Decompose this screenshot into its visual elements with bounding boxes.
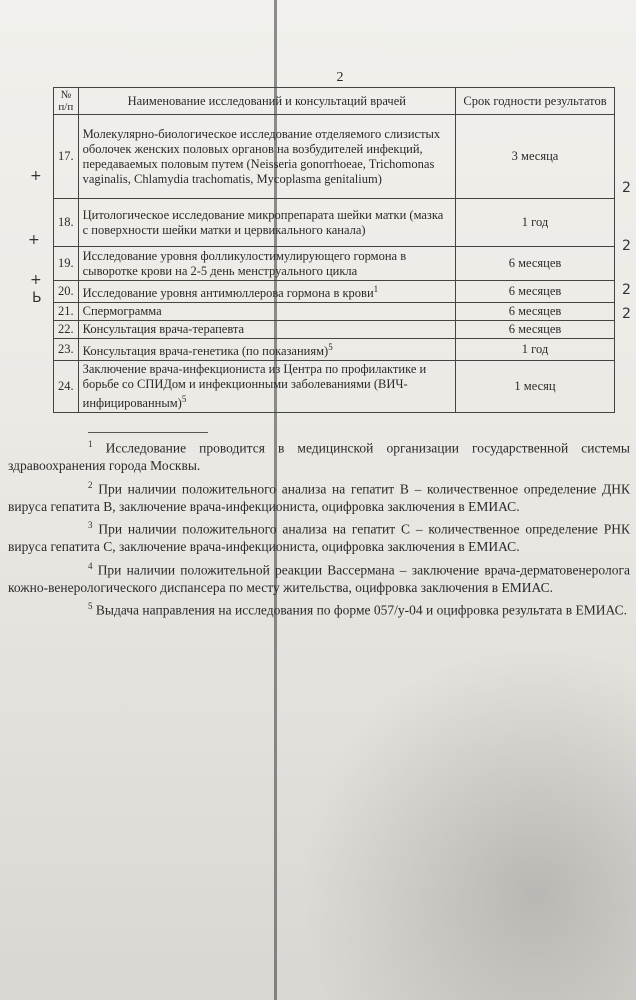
footnote-ref: 5 bbox=[328, 342, 333, 353]
row-name-text: Исследование уровня антимюллерова гормона в крови bbox=[82, 286, 374, 301]
margin-mark-right: 2 bbox=[622, 238, 631, 254]
row-num: 20. bbox=[54, 281, 79, 303]
row-name: Исследование уровня фолликулостимулирующего гормона в сыворотке крови на 2-5 день менструального цикла bbox=[78, 247, 455, 281]
header-num: № п/п bbox=[54, 88, 79, 115]
footnote-mark: 4 bbox=[88, 560, 93, 571]
table-row bbox=[54, 303, 615, 321]
row-name-text: Заключение врача-инфекциониста из Центра по профилактике и борьбе со СПИДом и инфекционными заболеваниями (ВИЧ-инфицированным) bbox=[82, 362, 427, 411]
row-name: Спермограмма bbox=[78, 303, 455, 321]
row-name: Молекулярно-биологическое исследование отделяемого слизистых оболочек женских половых органов на возбудителей инфекций, передаваемых половым путем (Neisseria gonorrhoeae, Trichomonas vaginalis, Chlamydia trachomatis, Mycoplasma genitalium) bbox=[78, 115, 455, 199]
margin-mark-right: 2 bbox=[622, 306, 631, 322]
margin-mark-left: + bbox=[30, 272, 42, 288]
header-name: Наименование исследований и консультаций врачей bbox=[78, 88, 455, 115]
footnote bbox=[8, 477, 630, 516]
investigations-table bbox=[53, 87, 615, 413]
row-name bbox=[78, 281, 455, 303]
page-number: 2 bbox=[336, 70, 344, 85]
row-num: 24. bbox=[54, 361, 79, 413]
footnote bbox=[8, 436, 630, 475]
footnote-mark: 1 bbox=[88, 439, 93, 449]
row-name-text: Консультация врача-генетика (по показаниям) bbox=[82, 344, 329, 359]
row-num: 22. bbox=[54, 321, 79, 339]
footnote bbox=[8, 517, 630, 556]
table-row bbox=[54, 115, 615, 199]
row-term: 1 год bbox=[456, 199, 615, 247]
row-name bbox=[78, 361, 455, 413]
margin-mark-left: Ь bbox=[32, 290, 42, 306]
footnote bbox=[8, 598, 630, 619]
footnote-text: При наличии положительного анализа на гепатит В – количественное определение ДНК вируса гепатита В, заключение врача-инфекциониста, оцифровка заключения в ЕМИАС. bbox=[8, 481, 631, 514]
footnote-separator bbox=[88, 432, 208, 433]
row-term: 6 месяцев bbox=[456, 281, 615, 303]
table-row bbox=[54, 321, 615, 339]
row-name: Цитологическое исследование микропрепарата шейки матки (мазка с поверхности шейки матки и цервикального канала) bbox=[78, 199, 455, 247]
footnote-text: Исследование проводится в медицинской организации государственной системы здравоохранения города Москвы. bbox=[8, 440, 630, 473]
row-term: 1 год bbox=[456, 339, 615, 361]
table-row bbox=[54, 339, 615, 361]
shadow-overlay bbox=[300, 640, 636, 1000]
margin-mark-right: 2 bbox=[622, 282, 631, 298]
footnote-mark: 2 bbox=[88, 479, 93, 490]
table-row bbox=[54, 199, 615, 247]
row-num: 17. bbox=[54, 115, 79, 199]
footnotes bbox=[8, 436, 630, 621]
row-term: 6 месяцев bbox=[456, 247, 615, 281]
table-row bbox=[54, 281, 615, 303]
row-num: 23. bbox=[54, 339, 79, 361]
margin-mark-right: 2 bbox=[622, 180, 631, 196]
table-row bbox=[54, 247, 615, 281]
footnote-mark: 5 bbox=[88, 601, 93, 611]
margin-mark-left: + bbox=[28, 232, 40, 248]
row-name bbox=[78, 339, 455, 361]
table-header-row bbox=[54, 88, 615, 115]
margin-mark-left: + bbox=[30, 168, 42, 184]
row-num: 21. bbox=[54, 303, 79, 321]
row-term: 3 месяца bbox=[456, 115, 615, 199]
row-term: 6 месяцев bbox=[456, 303, 615, 321]
footnote-ref: 1 bbox=[373, 284, 379, 294]
footnote-text: Выдача направления на исследования по форме 057/у-04 и оцифровка результата в ЕМИАС. bbox=[95, 602, 627, 618]
row-term: 1 месяц bbox=[456, 361, 615, 413]
row-num: 19. bbox=[54, 247, 79, 281]
row-term: 6 месяцев bbox=[456, 321, 615, 339]
footnote bbox=[8, 558, 630, 597]
footnote-mark: 3 bbox=[88, 520, 93, 530]
footnote-text: При наличии положительной реакции Вассермана – заключение врача-дерматовенеролога кожно-венерологического диспансера по месту жительства, оцифровка заключения в ЕМИАС. bbox=[8, 562, 631, 595]
row-name: Консультация врача-терапевта bbox=[78, 321, 455, 339]
footnote-ref: 5 bbox=[181, 394, 187, 405]
row-num: 18. bbox=[54, 199, 79, 247]
footnote-text: При наличии положительного анализа на гепатит С – количественное определение РНК вируса гепатита С, заключение врача-инфекциониста, оцифровка заключения в ЕМИАС. bbox=[8, 521, 631, 554]
table-row bbox=[54, 361, 615, 413]
header-term: Срок годности результатов bbox=[456, 88, 615, 115]
